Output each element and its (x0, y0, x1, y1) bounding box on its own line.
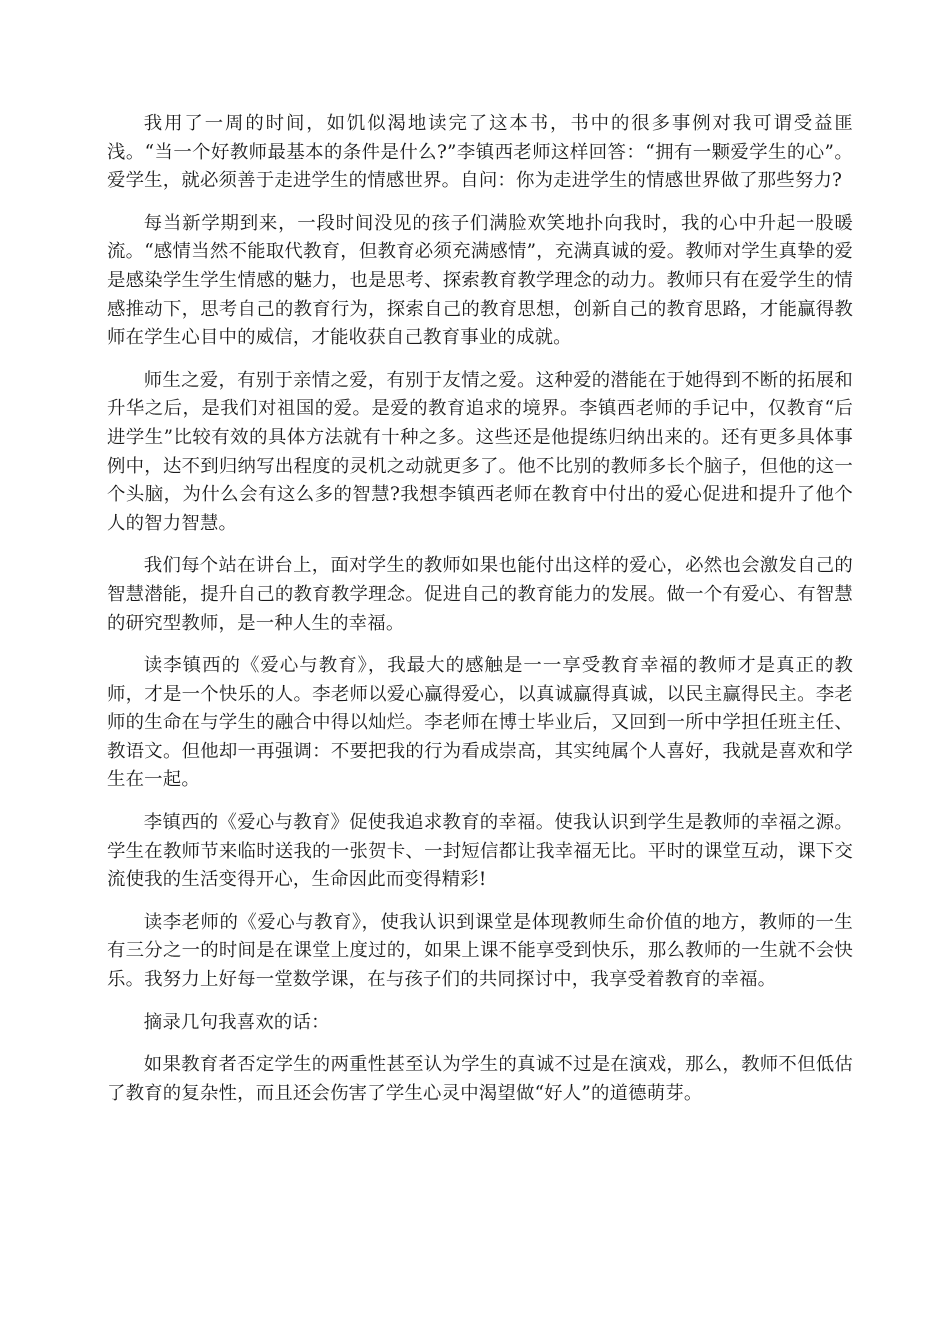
paragraph-5: 读李镇西的《爱心与教育》，我最大的感触是一一享受教育幸福的教师才是真正的教师，才是一个快乐的人。李老师以爱心赢得爱心，以真诚赢得真诚，以民主赢得民主。李老师的生命在与学生的融合中得以灿烂。李老师在博士毕业后，又回到一所中学担任班主任、教语文。但他却一再强调：不要把我的行为看成崇高，其实纯属个人喜好，我就是喜欢和学生在一起。 (107, 655, 853, 791)
paragraph-7: 读李老师的《爱心与教育》，使我认识到课堂是体现教师生命价值的地方，教师的一生有三分之一的时间是在课堂上度过的，如果上课不能享受到快乐，那么教师的一生就不会快乐。我努力上好每一堂数学课，在与孩子们的共同探讨中，我享受着教育的幸福。 (107, 911, 853, 991)
paragraph-9: 如果教育者否定学生的两重性甚至认为学生的真诚不过是在演戏，那么，教师不但低估了教育的复杂性，而且还会伤害了学生心灵中渴望做“好人”的道德萌芽。 (107, 1054, 853, 1104)
paragraph-2: 每当新学期到来，一段时间没见的孩子们满脸欢笑地扑向我时，我的心中升起一股暖流。“感情当然不能取代教育，但教育必须充满感情”，充满真诚的爱。教师对学生真挚的爱是感染学生学生情感的魅力，也是思考、探索教育教学理念的动力。教师只有在爱学生的情感推动下，思考自己的教育行为，探索自己的教育思想，创新自己的教育思路，才能赢得教师在学生心目中的威信，才能收获自己教育事业的成就。 (107, 212, 853, 349)
paragraph-4: 我们每个站在讲台上，面对学生的教师如果也能付出这样的爱心，必然也会激发自己的智慧潜能，提升自己的教育教学理念。促进自己的教育能力的发展。做一个有爱心、有智慧的研究型教师，是一种人生的幸福。 (107, 555, 853, 634)
paragraph-1: 我用了一周的时间，如饥似渴地读完了这本书，书中的很多事例对我可谓受益匪浅。“当一个好教师最基本的条件是什么?”李镇西老师这样回答：“拥有一颗爱学生的心”。爱学生，就必须善于走进学生的情感世界。自问：你为走进学生的情感世界做了那些努力? (107, 113, 853, 192)
document-page (107, 110, 853, 1122)
paragraph-6: 李镇西的《爱心与教育》促使我追求教育的幸福。使我认识到学生是教师的幸福之源。学生在教师节来临时送我的一张贺卡、一封短信都让我幸福无比。平时的课堂互动，课下交流使我的生活变得开心，生命因此而变得精彩! (107, 812, 853, 891)
paragraph-8: 摘录几句我喜欢的话： (143, 1011, 330, 1033)
paragraph-3: 师生之爱，有别于亲情之爱，有别于友情之爱。这种爱的潜能在于她得到不断的拓展和升华之后，是我们对祖国的爱。是爱的教育追求的境界。李镇西老师的手记中，仅教育“后进学生”比较有效的具体方法就有十种之多。这些还是他提练归纳出来的。还有更多具体事例中，达不到归纳写出程度的灵机之动就更多了。他不比别的教师多长个脑子，但他的这一个头脑，为什么会有这么多的智慧?我想李镇西老师在教育中付出的爱心促进和提升了他个人的智力智慧。 (107, 369, 853, 534)
